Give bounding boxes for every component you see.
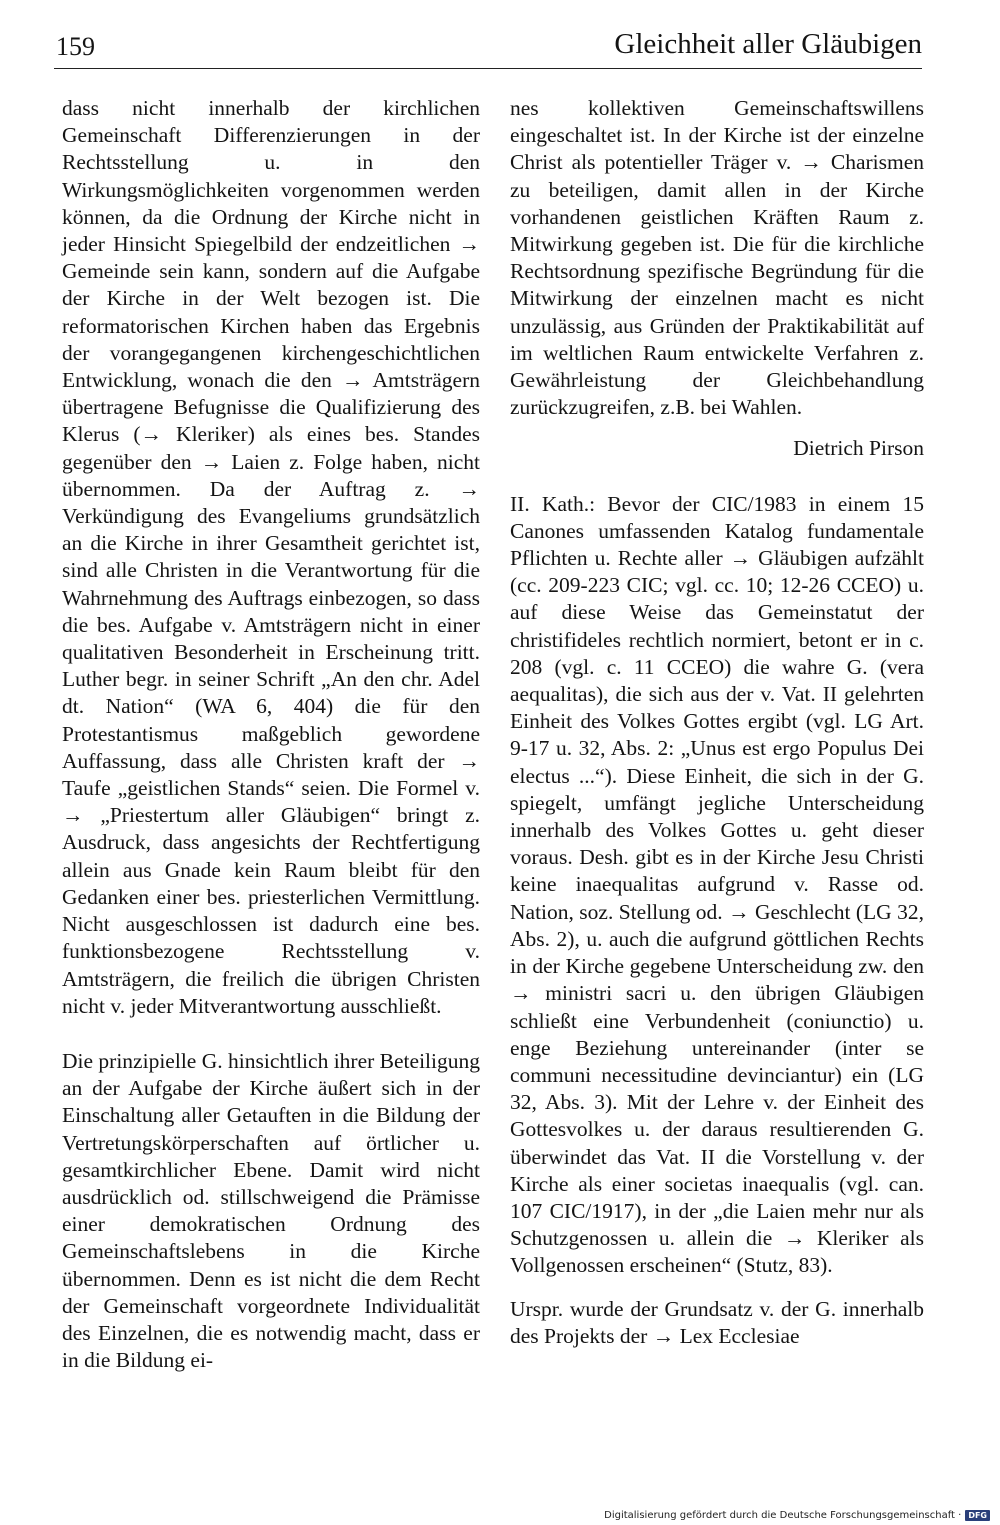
left-paragraph-2: Die prinzipielle G. hinsichtlich ihrer Beteiligung an der Aufgabe der Kirche äußert sich in der Einschaltung aller Getauften in die Bildung der Vertretungskörperschaften auf örtlicher u. gesamtkirchlicher Ebene. Damit wird nicht ausdrücklich od. stillschweigend die Prämisse einer demokratischen Ordnung des Gemeinschaftslebens in die Kirche übernommen. Denn es ist nicht die dem Recht der Gemeinschaft vorgeordnete Individualität des Einzelnen, die es notwendig macht, dass er in die Bildung ei- (62, 1048, 480, 1373)
right-paragraph-1: nes kollektiven Gemeinschaftswillens eingeschaltet ist. In der Kirche ist der einzelne Christ als potentieller Träger v. → Charismen zu beteiligen, damit allen in der Kirche vorhandenen geistlichen Kräften Raum z. Mitwirkung gegeben ist. Die für die kirchliche Rechtsordnung spezifische Begründung für die Mitwirkung der einzelnen macht es nicht unzulässig, aus Gründen der Praktikabilität auf im weltlichen Raum entwickelte Verfahren z. Gewährleistung der Gleichbehandlung zurückzugreifen, z.B. bei Wahlen. (510, 96, 924, 420)
page-number: 159 (56, 32, 95, 61)
right-paragraph-2: II. Kath.: Bevor der CIC/1983 in einem 15 Canones umfassenden Katalog fundamentale Pflichten u. Rechte aller → Gläubigen aufzählt (cc. 209-223 CIC; vgl. cc. 10; 12-26 CCEO) u. auf diese Weise das Gemeinstatut der christifideles rechtlich normiert, betont er in c. 208 (vgl. c. 11 CCEO) die wahre G. (vera aequalitas), die sich aus der v. Vat. II gelehrten Einheit des Volkes Gottes ergibt (vgl. LG Art. 9-17 u. 32, Abs. 2: „Unus est ergo Populus Dei electus ...“). Diese Einheit, die sich in der G. spiegelt, umfängt jegliche Unterscheidung innerhalb des Volkes Gottes u. geht dieser voraus. Desh. gibt es in der Kirche Jesu Christi keine inaequalitas aufgrund v. Rasse od. Nation, soz. Stellung od. → Geschlecht (LG 32, Abs. 2), u. auch die aufgrund göttlichen Rechts in der Kirche gegebene Unterscheidung zw. den → ministri sacri u. den übrigen Gläubigen schließt eine Verbundenheit (coniunctio) u. enge Beziehung untereinander (inter se communi necessitudine devinciantur) ein (LG 32, Abs. 3). Mit der Lehre v. der Einheit des Gottesvolkes u. der daraus resultierenden G. überwindet das Vat. II die Vorstellung v. der Kirche als einer societas inaequalis (vgl. can. 107 CIC/1917), in der „die Laien mehr nur als Schutzgenossen u. allein die → Kleriker als Vollgenossen erscheinen“ (Stutz, 83). (510, 491, 924, 1278)
left-column (62, 95, 480, 1374)
header-rule (54, 68, 922, 69)
running-head: Gleichheit aller Gläubigen (614, 28, 922, 60)
right-paragraph-3: Urspr. wurde der Grundsatz v. der G. innerhalb des Projekts der → Lex Ecclesiae (510, 1296, 924, 1348)
digitization-footer (604, 1510, 990, 1521)
dfg-logo: DFG (965, 1510, 990, 1521)
right-column (510, 95, 924, 1350)
left-paragraph-1: dass nicht innerhalb der kirchlichen Gemeinschaft Differenzierungen in der Rechtsstellung u. in den Wirkungsmöglichkeiten vorgenommen werden können, da die Ordnung der Kirche nicht in jeder Hinsicht Spiegelbild der endzeitlichen → Gemeinde sein kann, sondern auf die Aufgabe der Kirche in der Welt bezogen ist. Die reformatorischen Kirchen haben das Ergebnis der vorangegangenen kirchengeschichtlichen Entwicklung, wonach die den → Amtsträgern übertragene Befugnisse die Qualifizierung des Klerus (→ Kleriker) als eines bes. Standes gegenüber den → Laien z. Folge haben, nicht übernommen. Da der Auftrag z. → Verkündigung des Evangeliums grundsätzlich an die Kirche in ihrer Gesamtheit gerichtet ist, sind alle Christen in die Verantwortung für die Wahrnehmung des Auftrags einbezogen, so dass die bes. Aufgabe v. Amtsträgern nicht in einer qualitativen Besonderheit in Erscheinung tritt. Luther begr. in seiner Schrift „An den chr. Adel dt. Nation“ (WA 6, 404) die für den Protestantismus maßgeblich gewordene Auffassung, dass alle Christen kraft der → Taufe „geistlichen Stands“ seien. Die Formel v. → „Priestertum aller Gläubigen“ bringt z. Ausdruck, dass angesichts der Rechtfertigung allein aus Gnade kein Raum bleibt für den Gedanken einer bes. priesterlichen Vermittlung. Nicht ausgeschlossen ist dadurch eine bes. funktionsbezogene Rechtsstellung v. Amtsträgern, die freilich die übrigen Christen nicht v. jeder Mitverantwortung ausschließt. (62, 96, 480, 1018)
author-signature: Dietrich Pirson (793, 436, 924, 461)
footer-text: Digitalisierung gefördert durch die Deutsche Forschungsgemeinschaft · (604, 1510, 962, 1521)
